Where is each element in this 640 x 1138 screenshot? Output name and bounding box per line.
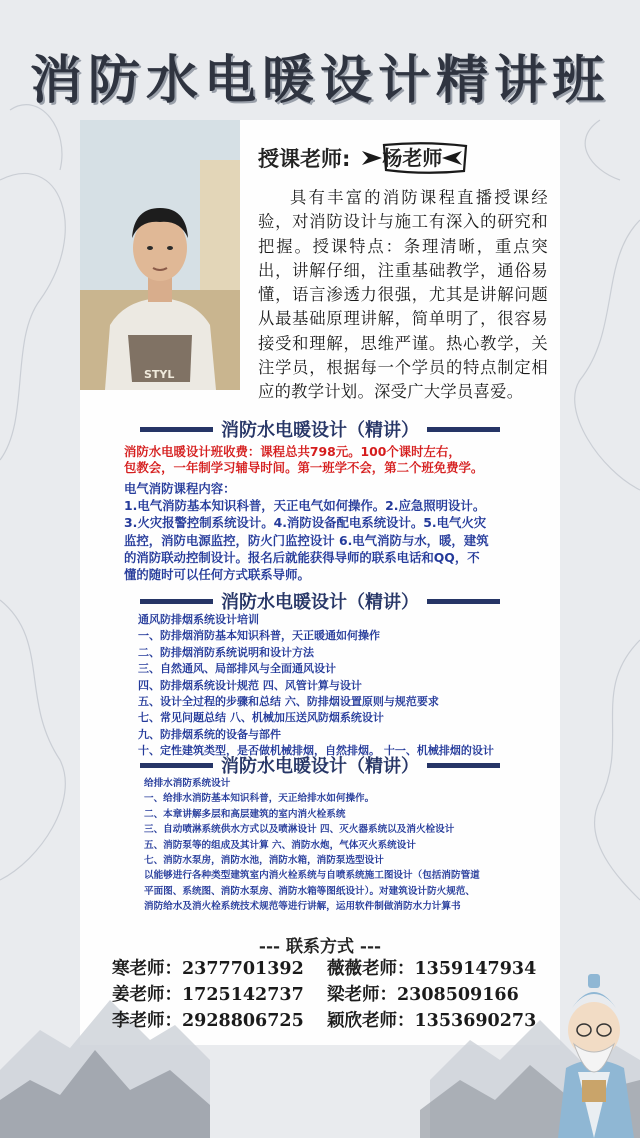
heading-bar-left xyxy=(140,763,213,768)
fee-line: 消防水电暖设计班收费：课程总共798元。100个课时左右， xyxy=(124,444,461,459)
course-line: 平面图、系统图、消防水泵房、消防水箱等图纸设计）。对建筑设计防火规范、 xyxy=(144,885,475,897)
teacher-portrait-image xyxy=(80,120,240,390)
contact-entry: 姜老师：1725142737 xyxy=(112,985,304,1005)
electrical-course-content xyxy=(124,480,544,583)
course-line: 三、自动喷淋系统供水方式以及喷淋设计 四、灭火器系统以及消火栓设计 xyxy=(144,824,455,836)
ventilation-course-content xyxy=(138,612,558,760)
contact-entry: 李老师：2928806725 xyxy=(112,1011,304,1031)
page-title: 消防水电暖设计精讲班 xyxy=(29,50,610,111)
contact-entry: 梁老师：2308509166 xyxy=(327,985,519,1005)
contact-row xyxy=(112,1008,552,1034)
contact-list xyxy=(112,956,552,1034)
fee-notice xyxy=(124,444,544,476)
section-heading-text: 消防水电暖设计（精讲） xyxy=(221,420,419,441)
course-line: 给排水消防系统设计 xyxy=(144,778,231,789)
course-line: 一、防排烟消防基本知识科普，天正暖通如何操作 xyxy=(138,629,380,643)
heading-bar-left xyxy=(140,599,213,604)
course-line: 监控，消防电源监控，防火门监控设计 6.电气消防与水，暖，建筑 xyxy=(124,532,489,548)
contact-row xyxy=(112,982,552,1008)
heading-bar-right xyxy=(427,763,500,768)
course-line: 七、消防水泵房，消防水池，消防水箱，消防泵选型设计 xyxy=(144,855,384,867)
teacher-bio: 具有丰富的消防课程直播授课经验，对消防设计与施工有深入的研究和把握。授课特点：条理清晰，重点突出，讲解仔细，注重基础教学，通俗易懂，语言渗透力很强，尤其是讲解问题从最基础原理讲解，简单明了，很容易接受和理解，思维严谨。热心教学，关注学员，根据每一个学员的特点制定相应的教学计划。深受广大学员喜爱。 xyxy=(258,188,548,402)
contact-heading: --- 联系方式 --- xyxy=(258,937,382,957)
course-line: 一、给排水消防基本知识科普，天正给排水如何操作。 xyxy=(144,793,375,805)
section-heading-text: 消防水电暖设计（精讲） xyxy=(221,592,419,613)
course-line: 消防给水及消火栓系统技术规范等进行讲解，运用软件制做消防水力计算书 xyxy=(144,901,461,913)
heading-bar-left xyxy=(140,427,213,432)
course-line: 四、防排烟系统设计规范 四、风管计算与设计 xyxy=(138,678,362,692)
course-line: 的消防联动控制设计。报名后就能获得导师的联系电话和QQ，不 xyxy=(124,549,480,565)
course-line: 1.电气消防基本知识科普，天正电气如何操作。2.应急照明设计。 xyxy=(124,498,486,514)
course-line: 懂的随时可以任何方式联系导师。 xyxy=(124,567,310,583)
course-line: 三、自然通风、局部排风与全面通风设计 xyxy=(138,662,336,676)
teacher-header xyxy=(258,142,464,174)
course-line: 二、本章讲解多层和高层建筑的室内消火栓系统 xyxy=(144,808,346,820)
teacher-photo xyxy=(80,120,240,390)
course-line: 以能够进行各种类型建筑室内消火栓系统与自喷系统施工图设计（包括消防管道 xyxy=(144,870,480,882)
course-line: 电气消防课程内容： xyxy=(124,481,236,496)
course-line: 五、设计全过程的步骤和总结 六、防排烟设置原则与规范要求 xyxy=(138,695,439,709)
teacher-name-badge xyxy=(360,143,464,173)
brush-arrow-left-icon xyxy=(360,147,382,169)
course-line: 七、常见问题总结 八、机械加压送风防烟系统设计 xyxy=(138,711,384,725)
fee-line: 包教会，一年制学习辅导时间。第一班学不会，第二个班免费学。 xyxy=(124,460,484,475)
heading-bar-right xyxy=(427,599,500,604)
contact-row xyxy=(112,956,552,982)
section-heading-electrical xyxy=(140,414,500,444)
water-course-content xyxy=(144,776,564,915)
contact-entry: 寒老师：2377701392 xyxy=(112,959,304,979)
name-brush-frame-icon xyxy=(380,141,470,175)
course-line: 十、定性建筑类型，是否做机械排烟，自然排烟。 十一、机械排烟的设计 xyxy=(138,744,494,758)
teacher-label: 授课老师: xyxy=(258,147,351,171)
contact-entry: 薇薇老师：1359147934 xyxy=(327,959,537,979)
course-line: 3.火灾报警控制系统设计。4.消防设备配电系统设计。5.电气火灾 xyxy=(124,515,487,531)
shirt-print-text: STYL xyxy=(144,368,175,381)
section-heading-text: 消防水电暖设计（精讲） xyxy=(221,756,419,777)
course-line: 五、消防泵等的组成及其计算 六、消防水炮，气体灭火系统设计 xyxy=(144,839,416,851)
course-line: 二、防排烟消防系统说明和设计方法 xyxy=(138,645,314,659)
heading-bar-right xyxy=(427,427,500,432)
sage-cartoon-icon xyxy=(548,968,640,1138)
course-line: 通风防排烟系统设计培训 xyxy=(138,613,259,626)
contact-entry: 颖欣老师：1353690273 xyxy=(327,1011,537,1031)
course-line: 九、防排烟系统的设备与部件 xyxy=(138,727,281,741)
teacher-name: 杨老师 xyxy=(382,146,443,170)
